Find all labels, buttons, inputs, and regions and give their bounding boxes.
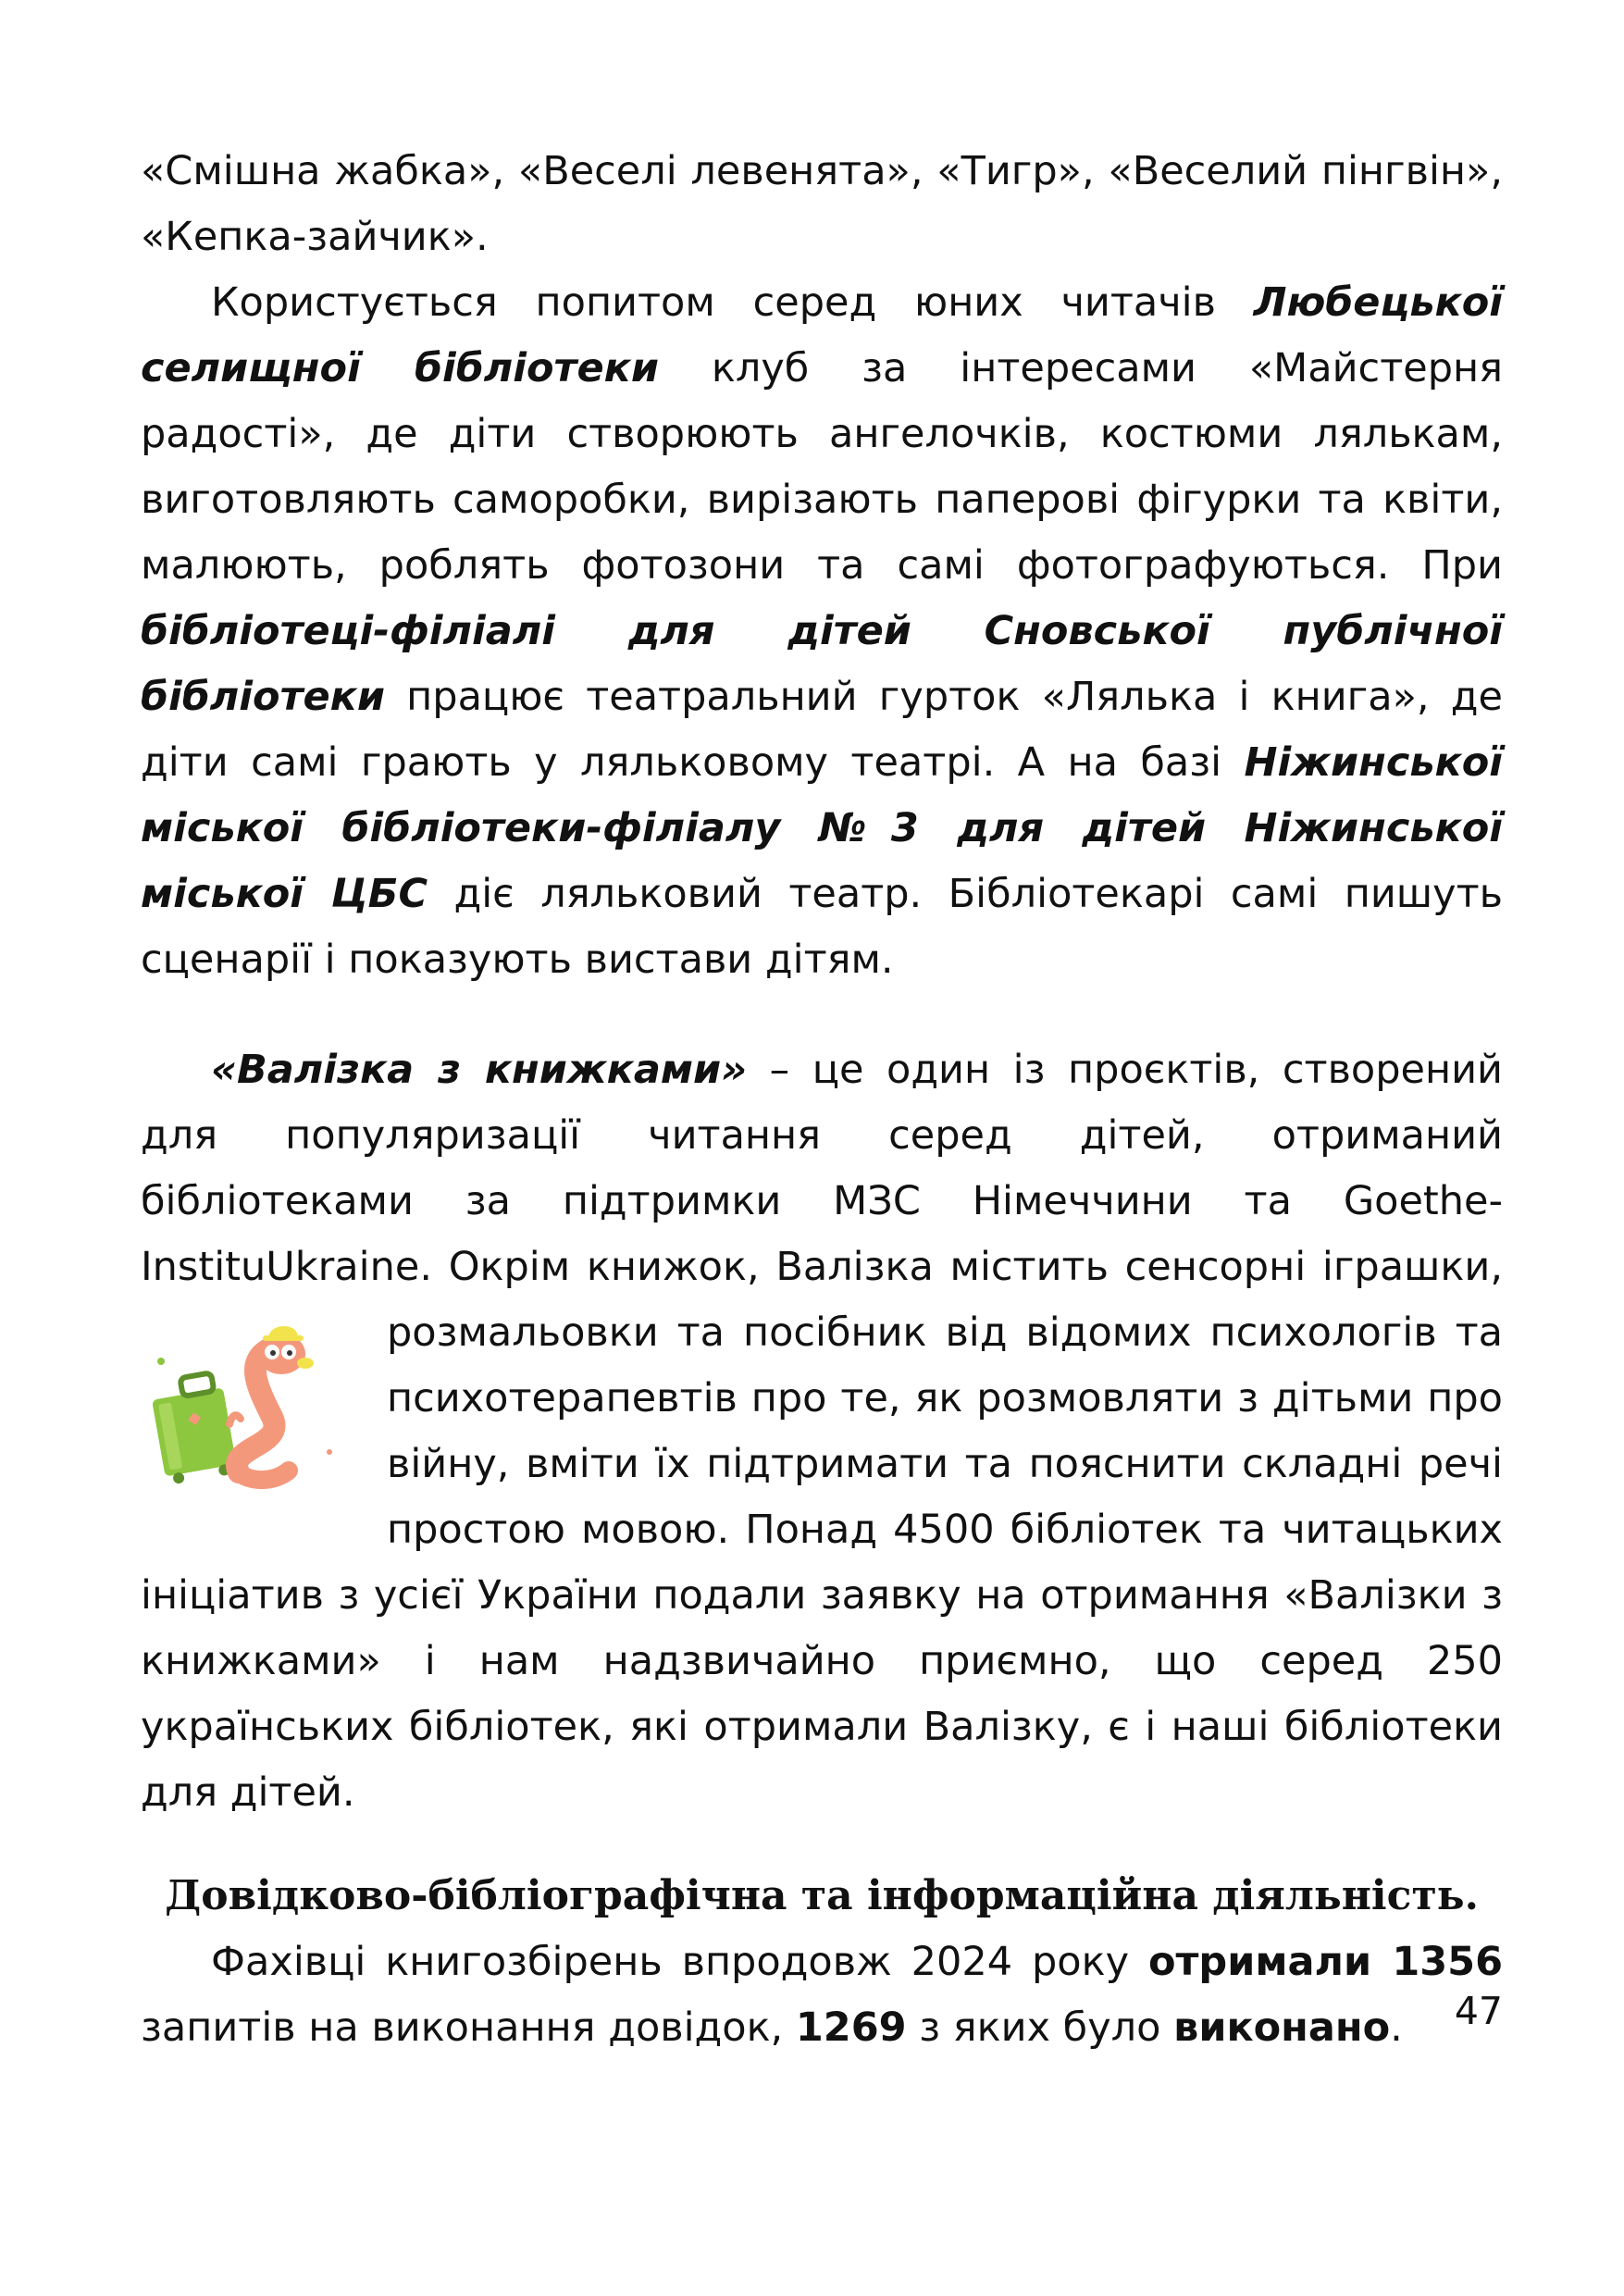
paragraph-4-text-4: . (1390, 2004, 1403, 2051)
section-title: Довідково-бібліографічна та інформаційна діяльність. (165, 1872, 1479, 1919)
paragraph-4-text-1: Фахівці книгозбірень впродовж 2024 року (211, 1939, 1148, 1985)
bookworm-with-suitcase-icon (141, 1308, 355, 1493)
paragraph-2 (141, 270, 1503, 993)
paragraph-4 (141, 1930, 1503, 2061)
paragraph-2-text-2: клуб за інтересами «Майстерня радості», де діти створюють ангелочків, костюми лялькам, виготовляють саморобки, вирізають паперові фігурки та квіти, малюють, роблять фотозони та самі фотографуються. При (141, 345, 1503, 589)
paragraph-2-text-3: працює театральний гурток «Лялька і книга», де діти самі грають у ляльковому театрі. А на базі (141, 674, 1503, 786)
paragraph-3 (141, 1037, 1503, 1826)
paragraph-4-text-3: з яких було (906, 2004, 1174, 2051)
paragraph-4-text-2: запитів на виконання довідок, (141, 2004, 796, 2051)
page-content (141, 139, 1503, 2061)
paragraph-3-text-1: – це один із проєктів, створений для популяризації читання серед дітей, отриманий бібліотеками за підтримки МЗС Німеччини та Goethe-InstituUkraine. Окрім книжок, Валізка містить сенсорні іграшки, розмальовки та (141, 1047, 1503, 1356)
page-number: 47 (1454, 1989, 1503, 2033)
paragraph-3-text-2: посібник від відомих психологів та психотерапевтів про те, як розмовляти з дітьми про війну, вміти їх підтримати та пояснити складні речі простою мовою. Понад 4500 бібліотек та читацьких ініціатив з усієї України подали заявку на отримання «Валізки з книжками» і нам надзвичайно приємно, що серед 250 українських бібліотек, які отримали Валізку, є і наші бібліотеки для дітей. (141, 1309, 1503, 1816)
requests-received: отримали 1356 (1147, 1939, 1503, 1985)
paragraph-1-text: «Смішна жабка», «Веселі левенята», «Тигр», «Веселий пінгвін», «Кепка-зайчик». (141, 148, 1503, 260)
completed-label: виконано (1173, 2004, 1391, 2051)
project-name: «Валізка з книжками» (211, 1047, 748, 1093)
library-name-snovsk: бібліотеці-філіалі для дітей Сновської публічної бібліотеки (141, 608, 1503, 720)
requests-completed-count: 1269 (795, 2004, 907, 2051)
library-name-lubech: Любецької селищної бібліотеки (141, 279, 1503, 391)
paragraph-gap (141, 993, 1503, 1037)
library-name-nizhyn: Ніжинської міської бібліотеки-філіалу №3 для дітей Ніжинської міської ЦБС (141, 739, 1503, 917)
paragraph-2-text-1: Користується попитом серед юних читачів (211, 279, 1254, 326)
paragraph-2-text-4: діє ляльковий театр. Бібліотекарі самі пишуть сценарії і показують вистави дітям. (141, 871, 1503, 983)
paragraph-1 (141, 139, 1503, 270)
